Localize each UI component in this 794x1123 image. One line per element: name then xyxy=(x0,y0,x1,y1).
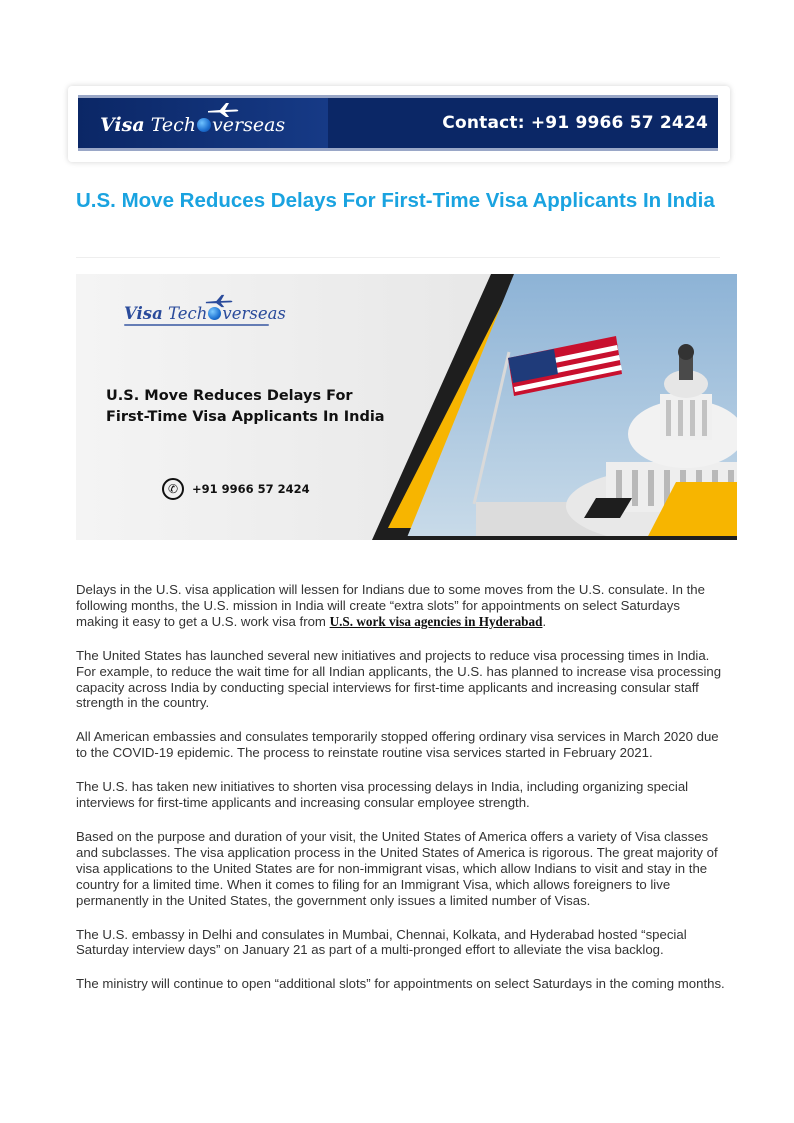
article-title: U.S. Move Reduces Delays For First-Time Visa Applicants In India xyxy=(76,189,715,212)
hero-heading-line2: First-Time Visa Applicants In India xyxy=(106,409,385,425)
paragraph-6: The U.S. embassy in Delhi and consulates in Mumbai, Chennai, Kolkata, and Hyderabad hosted “special Saturday interview days” on January 21 as part of a multi-pronged effort to alleviate the visa backlog. xyxy=(76,926,687,958)
article-body xyxy=(76,582,726,1010)
paragraph-1 xyxy=(76,582,726,630)
logo-word-visa: Visa xyxy=(124,304,163,323)
dark-bottom-stripe xyxy=(376,536,737,540)
hero-heading xyxy=(106,386,446,428)
logo-word-tech: Tech xyxy=(150,114,197,136)
contact-phone-text: Contact: +91 9966 57 2424 xyxy=(442,113,708,133)
logo-underline-swoosh xyxy=(124,324,269,326)
logo-word-tech: Tech xyxy=(168,304,208,323)
paragraph-1-text: Delays in the U.S. visa application will lessen for Indians due to some moves from the U.S. consulate. In the following months, the U.S. mission in India will create “extra slots” for appointments on select Saturdays making it easy to get a U.S. work visa from xyxy=(76,582,705,629)
logo-word-overseas: verseas xyxy=(222,304,286,323)
logo-word-overseas: verseas xyxy=(212,114,286,136)
brand-logo xyxy=(100,114,285,136)
globe-icon xyxy=(208,307,221,320)
hero-image xyxy=(76,274,737,540)
header-banner xyxy=(78,95,718,151)
paragraph-4: The U.S. has taken new initiatives to shorten visa processing delays in India, including organizing special interviews for first-time applicants and increasing consular employee strength. xyxy=(76,779,689,811)
logo-word-visa: Visa xyxy=(100,114,145,136)
paragraph-2: The United States has launched several new initiatives and projects to reduce visa processing times in India. For example, to reduce the wait time for all Indian applicants, the U.S. has planned to increase visa processing capacity across India by conducting special interviews for first-time applicants and increasing consular staff strength in the country. xyxy=(76,647,722,711)
hero-phone-number: +91 9966 57 2424 xyxy=(192,482,310,496)
hero-heading-line1: U.S. Move Reduces Delays For xyxy=(106,388,353,404)
phone-icon: ✆ xyxy=(162,478,184,500)
globe-icon xyxy=(197,118,211,132)
paragraph-3: All American embassies and consulates temporarily stopped offering ordinary visa services in March 2020 due to the COVID-19 epidemic. The process to reinstate routine visa services started in February 2021. xyxy=(76,729,719,761)
work-visa-agencies-link[interactable]: U.S. work visa agencies in Hyderabad xyxy=(329,613,543,629)
hero-contact xyxy=(162,478,310,500)
paragraph-5: Based on the purpose and duration of your visit, the United States of America offers a variety of Visa classes and subclasses. The visa application process in the United States of America is rigorous. The great majority of visa applications to the United States are for non-immigrant visas, which allow Indians to visit and stay in the country for a limited time. When it comes to filing for an Immigrant Visa, which allows foreigners to live permanently in the United States, the government only issues a limited number of Visas. xyxy=(76,828,718,908)
hero-brand-logo xyxy=(124,304,286,323)
paragraph-7: The ministry will continue to open “additional slots” for appointments on select Saturdays in the coming months. xyxy=(76,976,725,992)
title-divider xyxy=(76,257,720,258)
paragraph-1-end: . xyxy=(542,613,547,629)
